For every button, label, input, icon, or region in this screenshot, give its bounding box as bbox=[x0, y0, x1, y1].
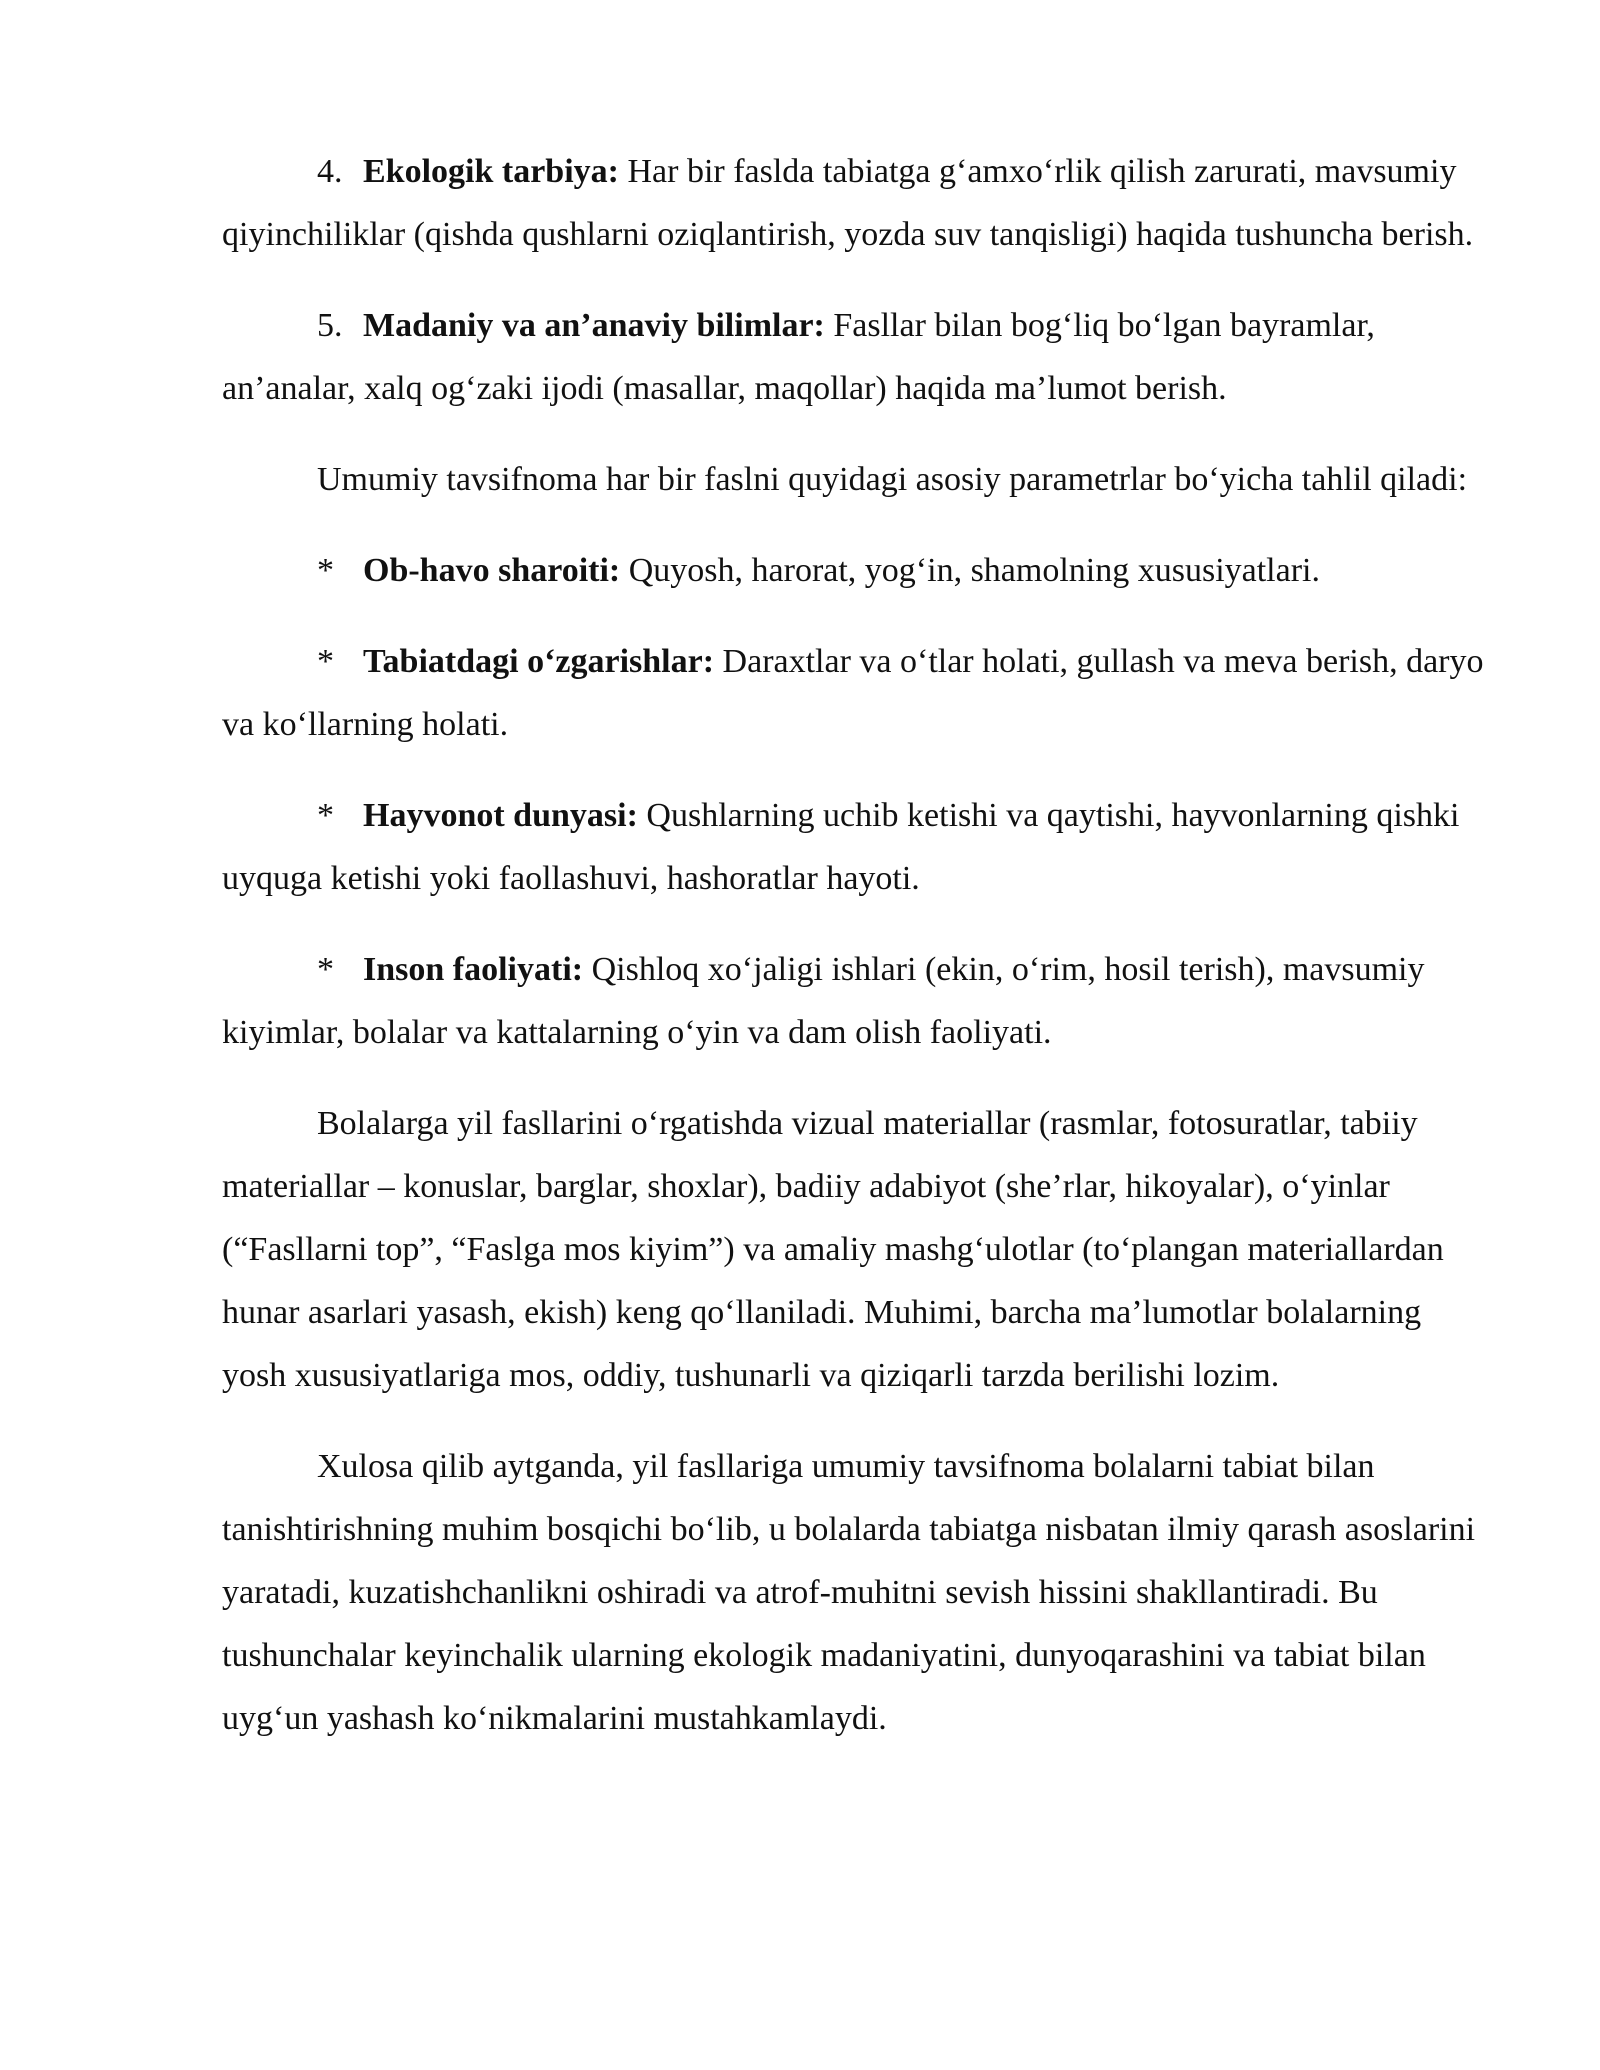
conclusion-paragraph: Xulosa qilib aytganda, yil fasllariga umumiy tavsifnoma bolalarni tabiat bilan tanishtirishning muhim bosqichi bo‘lib, u bolalarda tabiatga nisbatan ilmiy qarash asoslarini yaratadi, kuzatishchanlikni oshiradi va atrof-muhitni sevish hissini shakllantiradi. Bu tushunchalar keyinchalik ularning ekologik madaniyatini, dunyoqarashini va tabiat bilan uyg‘un yashash ko‘nikmalarini mustahkamlaydi. bbox=[222, 1448, 1476, 1737]
item-text: Quyosh, harorat, yog‘in, shamolning xususiyatlari. bbox=[620, 552, 1320, 589]
item-text: Har bir faslda tabiatga g‘amxo‘rlik qilish zarurati, mavsumiy qiyinchiliklar (qishda qushlarni oziqlantirish, yozda suv tanqisligi) haqida tushuncha berish. bbox=[222, 153, 1474, 253]
intro-paragraph: Umumiy tavsifnoma har bir faslni quyidagi asosiy parametrlar bo‘yicha tahlil qiladi: bbox=[317, 461, 1468, 498]
numbered-item-ecological-education bbox=[222, 140, 1484, 266]
item-heading: Ob-havo sharoiti: bbox=[363, 552, 621, 589]
bullet-marker: * bbox=[317, 797, 334, 834]
document-page bbox=[222, 140, 1484, 1778]
item-number: 5. bbox=[317, 307, 343, 344]
bullet-item-weather bbox=[222, 539, 1484, 602]
item-text: Qushlarning uchib ketishi va qaytishi, hayvonlarning qishki uyquga ketishi yoki faollashuvi, hashoratlar hayoti. bbox=[222, 797, 1460, 897]
bullet-item-nature-changes bbox=[222, 630, 1484, 756]
item-number: 4. bbox=[317, 153, 343, 190]
item-heading: Madaniy va an’anaviy bilimlar: bbox=[363, 307, 825, 344]
item-heading: Tabiatdagi o‘zgarishlar: bbox=[363, 643, 715, 680]
bullet-item-animal-world bbox=[222, 784, 1484, 910]
bullet-marker: * bbox=[317, 951, 334, 988]
item-heading: Inson faoliyati: bbox=[363, 951, 584, 988]
item-heading: Ekologik tarbiya: bbox=[363, 153, 619, 190]
numbered-item-cultural-knowledge bbox=[222, 294, 1484, 420]
bullet-item-human-activity bbox=[222, 938, 1484, 1064]
item-text: Fasllar bilan bog‘liq bo‘lgan bayramlar, an’analar, xalq og‘zaki ijodi (masallar, maqollar) haqida ma’lumot berish. bbox=[222, 307, 1375, 407]
item-heading: Hayvonot dunyasi: bbox=[363, 797, 638, 834]
item-text: Daraxtlar va o‘tlar holati, gullash va meva berish, daryo va ko‘llarning holati. bbox=[222, 643, 1484, 743]
bullet-marker: * bbox=[317, 552, 334, 589]
bullet-marker: * bbox=[317, 643, 334, 680]
item-text: Qishloq xo‘jaligi ishlari (ekin, o‘rim, hosil terish), mavsumiy kiyimlar, bolalar va kattalarning o‘yin va dam olish faoliyati. bbox=[222, 951, 1425, 1051]
methods-paragraph: Bolalarga yil fasllarini o‘rgatishda vizual materiallar (rasmlar, fotosuratlar, tabiiy materiallar – konuslar, barglar, shoxlar), badiiy adabiyot (she’rlar, hikoyalar), o‘yinlar (“Fasllarni top”, “Faslga mos kiyim”) va amaliy mashg‘ulotlar (to‘plangan materiallardan hunar asarlari yasash, ekish) keng qo‘llaniladi. Muhimi, barcha ma’lumotlar bolalarning yosh xususiyatlariga mos, oddiy, tushunarli va qiziqarli tarzda berilishi lozim. bbox=[222, 1105, 1444, 1394]
